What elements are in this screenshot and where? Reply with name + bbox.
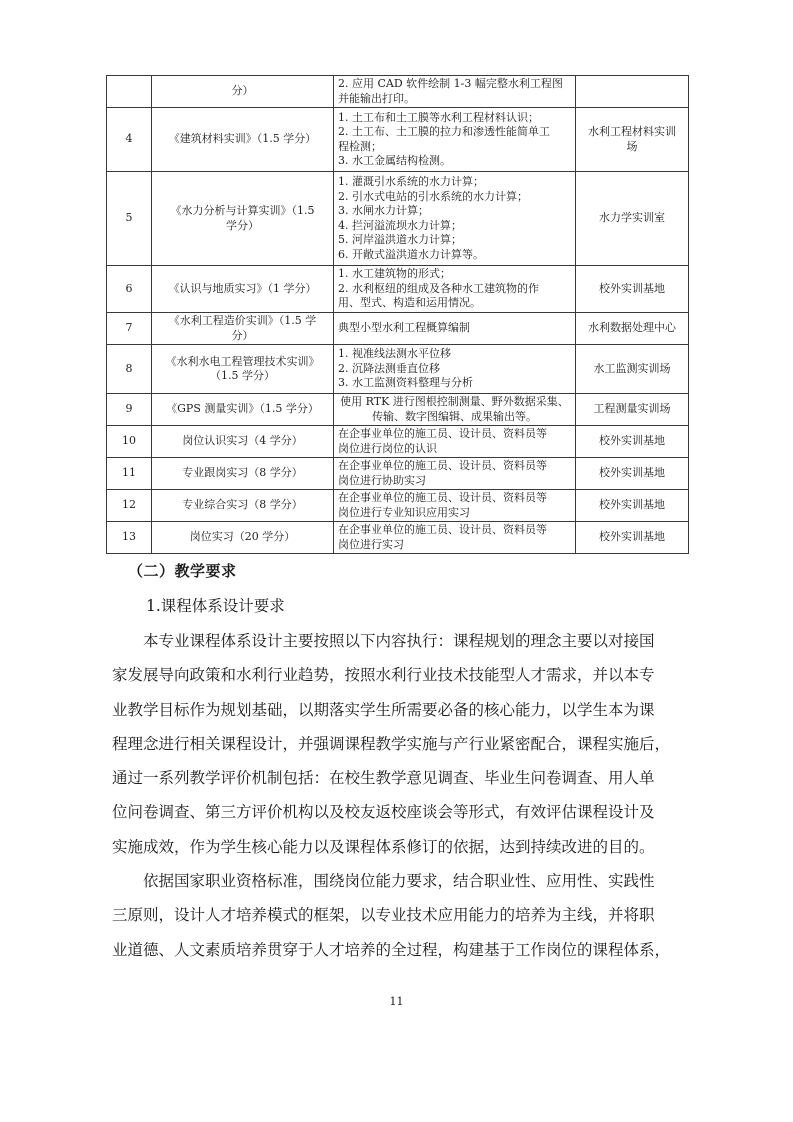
paragraph-line: 业教学目标作为规划基础，以期落实学生所需要必备的核心能力，以学生本为课: [112, 700, 655, 719]
training-site-cell: [576, 490, 689, 522]
row-number-cell: [107, 458, 152, 490]
training-site-cell-line: 水利工程材料实训: [588, 125, 676, 138]
training-site-cell-line: 校外实训基地: [599, 530, 665, 544]
training-content-cell-line: 程检测；: [338, 139, 382, 153]
training-content-cell-line: 1. 灌溉引水系统的水力计算；: [338, 175, 484, 188]
course-name-cell: [152, 313, 334, 345]
training-site-cell-line: 校外实训基地: [599, 466, 665, 480]
row-number-cell: [107, 394, 152, 426]
paragraph-line: 本专业课程体系设计主要按照以下内容执行：课程规划的理念主要以对接国: [143, 632, 655, 650]
training-site-cell-line: 校外实训基地: [599, 281, 665, 295]
course-name-cell: [152, 426, 334, 458]
course-name-cell: [152, 490, 334, 522]
course-name-cell-line: 学分）: [226, 218, 259, 232]
row-number-cell: [107, 522, 152, 554]
paragraph-line: 家发展导向政策和水利行业趋势，按照水利行业技术技能型人才需求，并以本专: [112, 666, 655, 685]
training-site-cell-line: 工程测量实训场: [593, 402, 671, 416]
practical-training-table: [106, 75, 689, 554]
course-name-cell: [152, 394, 334, 426]
course-name-cell: [152, 172, 334, 266]
course-name-cell: [152, 108, 334, 172]
training-content-cell: [334, 266, 576, 313]
paragraph-line: 依据国家职业资格标准，围绕岗位能力要求，结合职业性、应用性、实践性: [143, 872, 655, 890]
training-content-cell-line: 2. 水利枢纽的组成及各种水工建筑物的作: [338, 281, 539, 295]
table-row: [107, 76, 689, 108]
row-number-cell-line: 6: [125, 281, 133, 295]
training-content-cell-line: 在企事业单位的施工员、设计员、资料员等: [338, 523, 547, 536]
paragraph-course-system-design: [112, 624, 692, 864]
row-number-cell-line: 8: [125, 361, 133, 375]
training-content-cell-line: 3. 水工金属结构检测。: [338, 154, 451, 167]
training-content-cell-line: 用、型式、构造和运用情况。: [338, 296, 481, 310]
training-content-cell-line: 在企事业单位的施工员、设计员、资料员等: [338, 491, 547, 504]
table-row: [107, 490, 689, 522]
row-number-cell: [107, 426, 152, 458]
course-name-cell: [152, 266, 334, 313]
course-name-cell-line: 《认识与地质实习》（1 学分）: [168, 281, 317, 295]
course-name-cell: [152, 345, 334, 394]
training-content-cell-line: 2. 引水式电站的引水系统的水力计算；: [338, 189, 528, 203]
row-number-cell: [107, 76, 152, 108]
table-row: [107, 458, 689, 490]
subsection-heading: 1.课程体系设计要求: [146, 597, 285, 615]
training-site-cell: [576, 345, 689, 394]
training-content-cell: [334, 172, 576, 266]
training-content-cell-line: 2. 土工布、土工膜的拉力和渗透性能简单工: [338, 125, 550, 138]
table-row: [107, 266, 689, 313]
course-name-cell-line: （1.5 学分）: [210, 369, 275, 382]
page-number: 11: [389, 995, 404, 1008]
training-site-cell: [576, 266, 689, 313]
training-content-cell-line: 2. 应用 CAD 软件绘制 1-3 幅完整水利工程图: [338, 77, 563, 90]
training-content-cell-line: 使用 RTK 进行图根控制测量、野外数据采集、: [340, 395, 569, 408]
training-site-cell-line: 水工监测实训场: [593, 361, 671, 375]
training-content-cell-line: 在企事业单位的施工员、设计员、资料员等: [338, 427, 547, 440]
section-heading: （二）教学要求: [128, 562, 237, 580]
course-name-cell-line: 分）: [231, 84, 254, 98]
training-content-cell: [334, 490, 576, 522]
row-number-cell: [107, 172, 152, 266]
training-content-cell-line: 1. 水工建筑物的形式；: [338, 267, 451, 281]
course-name-cell-line: 《水利水电工程管理技术实训》: [165, 354, 320, 368]
course-name-cell-line: 《建筑材料实训》（1.5 学分）: [168, 132, 317, 146]
row-number-cell-line: 9: [125, 402, 133, 416]
row-number-cell: [107, 345, 152, 394]
training-content-cell-line: 2. 沉降法测垂直位移: [338, 361, 440, 375]
training-content-cell-line: 1. 土工布和土工膜等水利工程材料认识；: [338, 110, 539, 124]
training-site-cell: [576, 76, 689, 108]
practical-training-table-container: [106, 75, 689, 554]
table-row: [107, 426, 689, 458]
course-name-cell-line: 专业跟岗实习（8 学分）: [182, 466, 303, 480]
row-number-cell-line: 10: [122, 434, 136, 448]
course-name-cell-line: 专业综合实习（8 学分）: [182, 498, 303, 512]
paragraph-line: 程理念进行相关课程设计，并强调课程教学实施与产行业紧密配合，课程实施后，: [112, 734, 671, 753]
training-content-cell-line: 1. 视准线法测水平位移: [338, 347, 451, 361]
training-content-cell: [334, 426, 576, 458]
table-row: [107, 345, 689, 394]
training-content-cell-line: 岗位进行专业知识应用实习: [338, 505, 470, 519]
course-name-cell-line: 分）: [231, 328, 254, 342]
paragraph-vocational-standards: [112, 864, 692, 967]
training-site-cell: [576, 458, 689, 490]
table-row: [107, 108, 689, 172]
row-number-cell-line: 12: [122, 498, 136, 512]
row-number-cell-line: 7: [125, 321, 133, 335]
course-name-cell-line: 岗位实习（20 学分）: [189, 530, 296, 544]
training-content-cell-line: 3. 水工监测资料整理与分析: [338, 376, 473, 390]
training-content-cell-line: 5. 河岸溢洪道水力计算；: [338, 233, 462, 246]
training-site-cell-line: 水力学实训室: [599, 211, 665, 225]
training-site-cell: [576, 394, 689, 426]
row-number-cell: [107, 490, 152, 522]
row-number-cell-line: 11: [122, 466, 136, 480]
training-content-cell: [334, 522, 576, 554]
training-site-cell-line: 校外实训基地: [599, 434, 665, 448]
course-name-cell-line: 岗位认识实习（4 学分）: [182, 434, 303, 448]
training-content-cell-line: 岗位进行实习: [338, 537, 404, 551]
training-content-cell-line: 4. 拦河溢流坝水力计算；: [338, 218, 462, 232]
training-content-cell: [334, 394, 576, 426]
course-name-cell: [152, 522, 334, 554]
row-number-cell: [107, 108, 152, 172]
row-number-cell-line: 5: [125, 211, 133, 225]
training-site-cell: [576, 172, 689, 266]
training-content-cell-line: 在企事业单位的施工员、设计员、资料员等: [338, 459, 547, 472]
training-content-cell-line: 3. 水闸水力计算；: [338, 204, 429, 217]
paragraph-line: 通过一系列教学评价机制包括：在校生教学意见调查、毕业生问卷调查、用人单: [112, 769, 655, 788]
training-content-cell: [334, 108, 576, 172]
training-content-cell: [334, 345, 576, 394]
row-number-cell-line: 4: [125, 132, 133, 146]
training-site-cell: [576, 108, 689, 172]
training-content-cell: [334, 313, 576, 345]
training-content-cell-line: 岗位进行协助实习: [338, 473, 426, 487]
row-number-cell: [107, 266, 152, 313]
training-content-cell: [334, 458, 576, 490]
training-content-cell: [334, 76, 576, 108]
training-site-cell: [576, 313, 689, 345]
paragraph-line: 三原则，设计人才培养模式的框架，以专业技术应用能力的培养为主线，并将职: [112, 906, 655, 925]
table-row: [107, 313, 689, 345]
training-site-cell-line: 水利数据处理中心: [588, 321, 676, 335]
training-site-cell: [576, 426, 689, 458]
training-site-cell-line: 校外实训基地: [599, 498, 665, 512]
training-site-cell: [576, 522, 689, 554]
course-name-cell: [152, 76, 334, 108]
training-content-cell-line: 6. 开敞式溢洪道水力计算等。: [338, 247, 484, 261]
paragraph-line: 实施成效，作为学生核心能力以及课程体系修订的依据，达到持续改进的目的。: [112, 837, 655, 856]
table-row: [107, 522, 689, 554]
training-content-cell-line: 传输、数字图编辑、成果输出等。: [372, 409, 537, 423]
row-number-cell-line: 13: [122, 530, 136, 544]
training-content-cell-line: 岗位进行岗位的认识: [338, 441, 437, 455]
course-name-cell: [152, 458, 334, 490]
paragraph-line: 位问卷调查、第三方评价机构以及校友返校座谈会等形式，有效评估课程设计及: [112, 803, 655, 822]
training-content-cell-line: 典型小型水利工程概算编制: [338, 321, 470, 335]
training-site-cell-line: 场: [626, 139, 638, 153]
table-row: [107, 394, 689, 426]
training-content-cell-line: 并能输出打印。: [338, 91, 415, 105]
paragraph-line: 业道德、人文素质培养贯穿于人才培养的全过程，构建基于工作岗位的课程体系，: [112, 940, 671, 959]
row-number-cell: [107, 313, 152, 345]
course-name-cell-line: 《GPS 测量实训》（1.5 学分）: [166, 402, 319, 416]
course-name-cell-line: 《水力分析与计算实训》（1.5: [170, 204, 315, 217]
course-name-cell-line: 《水利工程造价实训》（1.5 学: [168, 314, 317, 327]
table-row: [107, 172, 689, 266]
